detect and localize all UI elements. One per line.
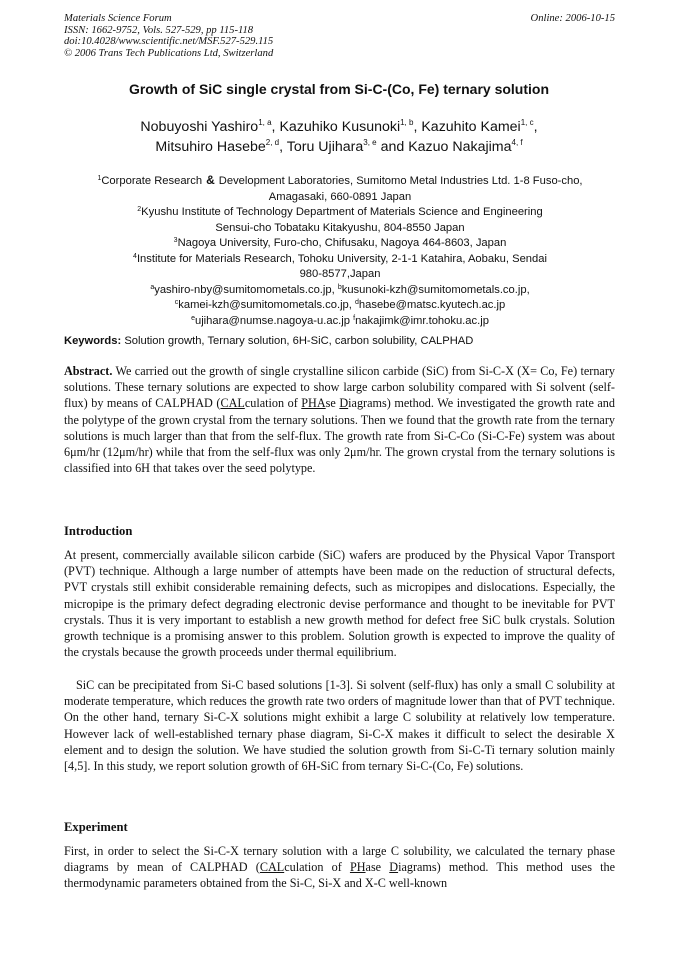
experiment-heading: Experiment bbox=[64, 820, 128, 834]
acronym-underline: CAL bbox=[259, 860, 285, 875]
abstract-text: se bbox=[325, 396, 340, 411]
author-affil-mark: 4, f bbox=[511, 138, 523, 147]
email-mark: b bbox=[337, 283, 342, 291]
journal-name: Materials Science Forum bbox=[64, 13, 172, 24]
ampersand: & bbox=[206, 173, 215, 187]
online-date: Online: 2006-10-15 bbox=[530, 13, 615, 24]
affiliation-2-cont: Sensui-cho Tobataku Kitakyushu, 804-8550 Japan bbox=[215, 221, 465, 234]
journal-meta bbox=[64, 13, 273, 59]
acronym-underline: D bbox=[389, 860, 399, 875]
author-name: Nobuyoshi Yashiro bbox=[140, 119, 259, 135]
acronym-underline: CAL bbox=[220, 396, 245, 411]
email-address[interactable]: kamei-kzh@sumitomometals.co.jp, bbox=[178, 299, 352, 311]
email-address[interactable]: kusunoki-kzh@sumitomometals.co.jp, bbox=[341, 283, 530, 296]
author-affil-mark: 1, c bbox=[520, 118, 534, 127]
affiliation-3 bbox=[62, 236, 618, 252]
affiliation-1-cont: Amagasaki, 660-0891 Japan bbox=[268, 190, 412, 203]
email-address[interactable]: hasebe@matsc.kyutech.ac.jp bbox=[358, 299, 506, 311]
introduction-paragraph-2: SiC can be precipitated from Si-C based solutions [1-3]. Si solvent (self-flux) has only a small C solubility at moderate temperature, which reduces the growth rate two orders of magnitude lower than that of PVT technique. On the other hand, ternary Si-C-X solutions might exhibit a large C solubility at relatively low temperature. However lack of well-established ternary phase diagram, Si-C-X makes it difficult to select the desirable X element and to design the solution. We have studied the solution growth from Si-C-Ti ternary solution mainly [4,5]. In this study, we report solution growth of 6H-SiC from ternary Si-C-(Co, Fe) solutions. bbox=[64, 678, 615, 774]
affiliation-4-cont: 980-8577,Japan bbox=[299, 268, 381, 280]
author-name: Kazuhiko Kusunoki bbox=[279, 119, 401, 135]
email-address[interactable]: ujihara@numse.nagoya-u.ac.jp bbox=[194, 314, 350, 327]
acronym-underline: PH bbox=[349, 860, 366, 875]
author-affil-mark: 2, d bbox=[265, 138, 280, 147]
paper-title: Growth of SiC single crystal from Si-C-(Co, Fe) ternary solution bbox=[128, 81, 550, 97]
author-affil-mark: 1, b bbox=[400, 118, 414, 127]
affiliations bbox=[62, 173, 618, 329]
author-affil-mark: 1, a bbox=[258, 118, 272, 127]
copyright-line: © 2006 Trans Tech Publications Ltd, Switzerland bbox=[64, 47, 274, 59]
affil-text: Corporate Research bbox=[101, 175, 203, 187]
email-address[interactable]: nakajimk@imr.tohoku.ac.jp bbox=[355, 314, 489, 327]
author-conjunction: and bbox=[380, 139, 405, 155]
email-address[interactable]: yashiro-nby@sumitomometals.co.jp, bbox=[154, 283, 335, 296]
affiliation-2 bbox=[62, 205, 618, 221]
affil-text: Development Laboratories, Sumitomo Metal Industries Ltd. 1-8 Fuso-cho, bbox=[218, 175, 583, 187]
experiment-text: iagrams) method. This method uses the thermodynamic parameters obtained from the Si-C, Si-X and X-C well-known bbox=[64, 860, 616, 891]
author-name: Kazuhito Kamei bbox=[421, 119, 521, 135]
keywords-label: Keywords: bbox=[64, 335, 122, 347]
keywords bbox=[64, 335, 473, 347]
abstract bbox=[64, 363, 615, 476]
affiliation-4 bbox=[62, 252, 618, 268]
doi-line[interactable]: doi:10.4028/www.scientific.net/MSF.527-529.115 bbox=[64, 36, 274, 48]
author-line-2: Mitsuhiro Hasebe$^{2, d}$, Toru Ujihara$^{3, e}$ and Kazuo Nakajima$^{4, f}$ bbox=[155, 138, 523, 155]
affil-number: 4 bbox=[133, 252, 137, 260]
abstract-text: We carried out the growth of single crystalline silicon carbide (SiC) from Si-C-X (X= Co, Fe) ternary solutions. These ternary solutions are expected to show large carbon solubility compared with Si solvent (self-flux) by means of CALPHAD ( bbox=[64, 364, 615, 411]
affil-text: Institute for Materials Research, Tohoku University, 2-1-1 Katahira, Aobaku, Sendai bbox=[136, 252, 547, 265]
author-list bbox=[0, 117, 678, 157]
experiment-text: First, in order to select the Si-C-X ternary solution with a large C solubility, we calculated the ternary phase diagrams by mean of CALPHAD ( bbox=[64, 844, 615, 875]
email-mark: d bbox=[355, 299, 359, 306]
keywords-text: Solution growth, Ternary solution, 6H-SiC, carbon solubility, CALPHAD bbox=[124, 335, 474, 347]
affil-number: 1 bbox=[97, 175, 102, 182]
abstract-text: culation of bbox=[244, 396, 302, 411]
email-line-2 bbox=[62, 298, 618, 314]
author-name: Mitsuhiro Hasebe bbox=[155, 139, 266, 155]
abstract-label: Abstract. bbox=[64, 364, 113, 378]
experiment-paragraph bbox=[64, 843, 615, 892]
email-line-3 bbox=[62, 314, 618, 330]
author-name: Toru Ujihara bbox=[286, 139, 364, 155]
experiment-text: culation of bbox=[284, 860, 350, 875]
email-mark: c bbox=[174, 299, 179, 306]
email-mark: a bbox=[150, 283, 155, 291]
abstract-text: iagrams) method. We investigated the growth rate and the polytype of the grown crystal from the ternary solutions. Then we found that the growth rate from the ternary solutions is much larger than that from the self-flux. The growth rate from Si-C-Co (Si-C-Fe) system was about 6μm/hr (12μm/hr) while that from the self-flux was only 2μm/hr. The grown crystal from the ternary solutions is classified into 6H that takes over the seed polytype. bbox=[64, 396, 615, 476]
experiment-text: ase bbox=[365, 860, 390, 875]
author-line-1: Nobuyoshi Yashiro$^{1, a}$, Kazuhiko Kusunoki$^{1, b}$, Kazuhito Kamei$^{1, c}$, bbox=[140, 118, 538, 135]
email-line-1 bbox=[62, 283, 618, 299]
email-mark: f bbox=[353, 314, 356, 322]
author-name: Kazuo Nakajima bbox=[408, 139, 512, 155]
affil-number: 3 bbox=[173, 237, 178, 244]
affil-number: 2 bbox=[137, 206, 142, 213]
affiliation-1 bbox=[62, 173, 618, 190]
introduction-heading: Introduction bbox=[64, 524, 133, 538]
introduction-paragraph-1: At present, commercially available silicon carbide (SiC) wafers are produced by the Physical Vapor Transport (PVT) technique. Although a large number of attempts have been made on the reduction of structural defects, PVT crystals still exhibit considerable remaining defects, such as micropipes and dislocations. Especially, the micropipe is the primary defect degrading electronic devise performance and thought to be inevitable for PVT crystals. Thus it is very important to establish a new growth method for defect free SiC bulk crystals. Solution growth technique is a promising answer to this problem. Solution growth is expected to improve the quality of the crystals because the growth proceeds under thermal equilibrium. bbox=[64, 548, 615, 660]
author-affil-mark: 3, e bbox=[363, 138, 377, 147]
acronym-underline: PHA bbox=[301, 396, 326, 411]
affil-text: Kyushu Institute of Technology Department of Materials Science and Engineering bbox=[141, 206, 543, 218]
acronym-underline: D bbox=[339, 396, 349, 411]
affil-text: Nagoya University, Furo-cho, Chifusaku, Nagoya 464-8603, Japan bbox=[177, 237, 507, 249]
email-mark: e bbox=[191, 314, 195, 322]
issn-line: ISSN: 1662-9752, Vols. 527-529, pp 115-118 bbox=[64, 24, 254, 36]
